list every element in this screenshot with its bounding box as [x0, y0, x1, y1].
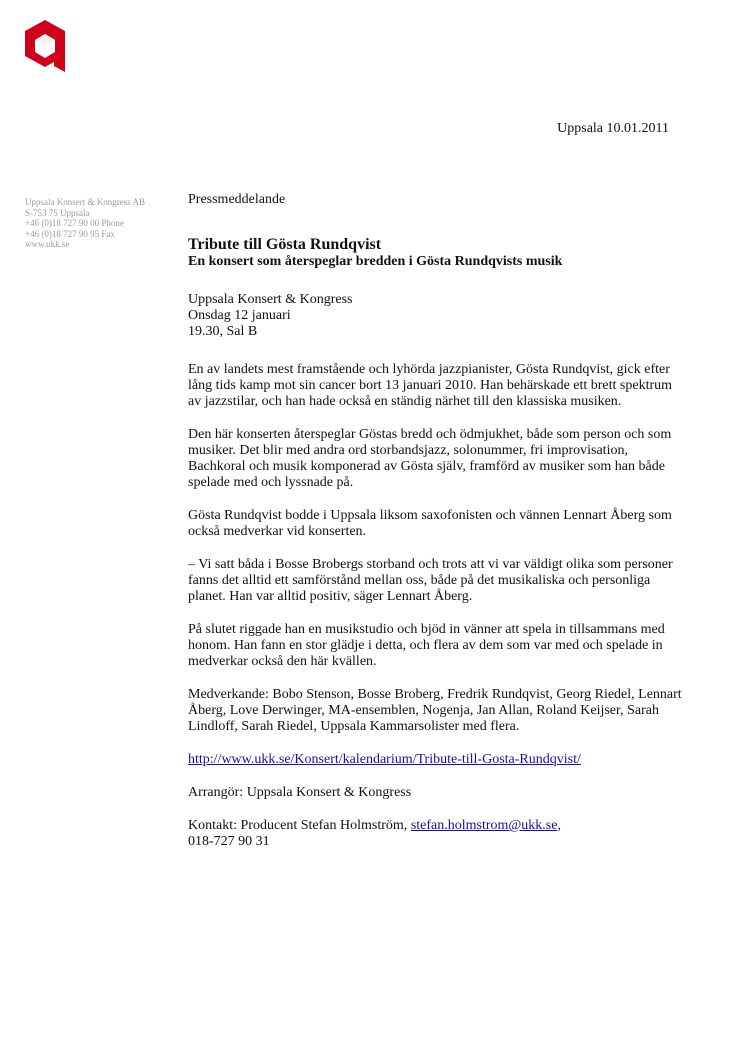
event-venue: Uppsala Konsert & Kongress [188, 292, 353, 307]
event-time-room: 19.30, Sal B [188, 324, 258, 339]
organizer: Arrangör: Uppsala Konsert & Kongress [188, 785, 412, 800]
paragraph-studio: På slutet riggade han en musikstudio och bjöd in vänner att spela in tillsammans med honom. Han fann en stor glädje i detta, och flera av dem som var med och spelade in medverkar också den här kvällen. [188, 622, 665, 669]
page-title: Tribute till Gösta Rundqvist [188, 236, 382, 253]
paragraph-intro: En av landets mest framstående och lyhörda jazzpianister, Gösta Rundqvist, gick efter lång tids kamp mot sin cancer bort 13 januari 2010. Han behärskade ett brett spektrum av jazzstilar, och han hade också en ständig närhet till den klassiska musiken. [188, 362, 673, 409]
contact-suffix: , [557, 818, 561, 833]
date-line: Uppsala 10.01.2011 [557, 121, 669, 136]
contact-email-link[interactable]: stefan.holmstrom@ukk.se [410, 818, 558, 833]
paragraph-performers: Medverkande: Bobo Stenson, Bosse Broberg, Fredrik Rundqvist, Georg Riedel, Lennart Åberg, Love Derwinger, MA-ensemblen, Nogenja, Jan Allan, Roland Keijser, Sarah Lindloff, Sarah Riedel, Uppsala Kammarsolister med flera. [188, 687, 682, 734]
paragraph-quote: – Vi satt båda i Bosse Brobergs storband och trots att vi var väldigt olika som personer fanns det alltid ett samförstånd mellan oss, både på det musikaliska och personliga planet. Han var alltid positiv, säger Lennart Åberg. [188, 557, 673, 604]
event-day: Onsdag 12 januari [188, 308, 291, 323]
sender-address-block [25, 197, 175, 250]
contact-phone: 018-727 90 31 [188, 834, 270, 849]
event-link-paragraph [188, 752, 688, 768]
sender-fax: +46 (0)18 727 90 95 Fax [25, 228, 115, 239]
page-subtitle: En konsert som återspeglar bredden i Gösta Rundqvists musik [188, 254, 563, 269]
event-info [188, 292, 688, 340]
sender-phone: +46 (0)18 727 90 00 Phone [25, 218, 124, 228]
contact-line [188, 818, 688, 834]
paragraph-uppsala: Gösta Rundqvist bodde i Uppsala liksom saxofonisten och vännen Lennart Åberg som också medverkar vid konserten. [188, 508, 672, 539]
ukk-logo-icon [25, 20, 65, 72]
paragraph-concert: Den här konserten återspeglar Göstas bredd och ödmjukhet, både som person och som musiker. Det blir med andra ord storbandsjazz, solonummer, fri improvisation, Bachkoral och musik komponerad av Gösta själv, framförd av musiker som han både spelade med och lyssnade på. [188, 427, 672, 490]
sender-web: www.ukk.se [25, 239, 70, 249]
document-type: Pressmeddelande [188, 192, 286, 207]
contact-prefix: Kontakt: Producent Stefan Holmström, [188, 818, 411, 833]
contact-block [188, 818, 688, 850]
press-release-body [188, 192, 688, 850]
event-link[interactable]: http://www.ukk.se/Konsert/kalendarium/Tribute-till-Gosta-Rundqvist/ [188, 752, 581, 767]
sender-company: Uppsala Konsert & Kongress AB [25, 197, 145, 207]
sender-address: S-753 75 Uppsala [25, 207, 90, 218]
